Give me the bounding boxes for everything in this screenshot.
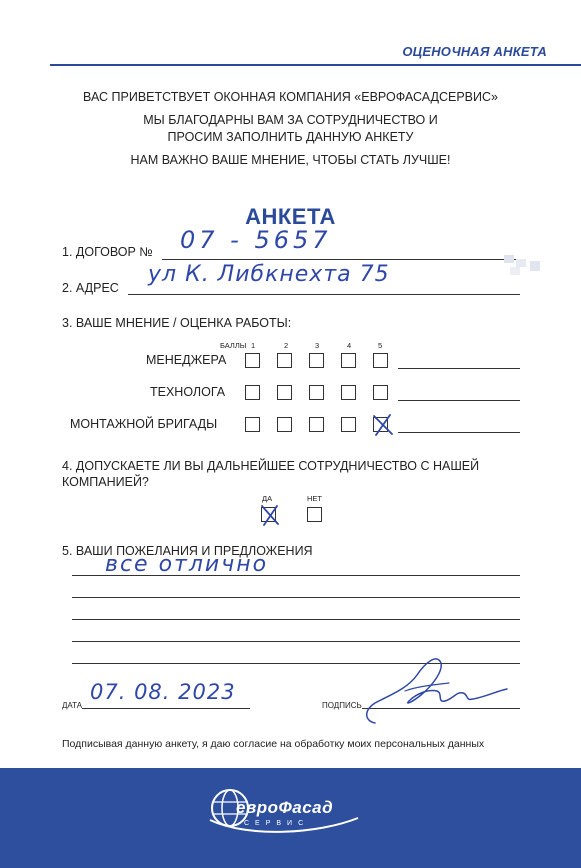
manager-score-4-checkbox[interactable] bbox=[341, 353, 356, 368]
footer-brand-name: евроФасад bbox=[236, 798, 334, 817]
suggestions-line-4 bbox=[72, 641, 520, 642]
score-4-label: 4 bbox=[347, 341, 352, 350]
score-2-label: 2 bbox=[284, 341, 289, 350]
intro-thanks: МЫ БЛАГОДАРНЫ ВАМ ЗА СОТРУДНИЧЕСТВО И bbox=[143, 113, 438, 127]
contract-label: 1. ДОГОВОР № bbox=[62, 245, 153, 259]
suggestions-line-5 bbox=[72, 663, 520, 664]
no-option-label: НЕТ bbox=[307, 494, 322, 503]
footer-brand-sub: СЕРВИС bbox=[244, 820, 310, 827]
consent-note: Подписывая данную анкету, я даю согласие на обработку моих персональных данных bbox=[62, 738, 485, 750]
manager-score-5-checkbox[interactable] bbox=[373, 353, 388, 368]
contract-number-field[interactable]: 07 - 5657 bbox=[180, 226, 332, 254]
suggestions-label: 5. ВАШИ ПОЖЕЛАНИЯ И ПРЕДЛОЖЕНИЯ bbox=[62, 544, 313, 558]
suggestions-line-3 bbox=[72, 619, 520, 620]
yes-checkbox[interactable] bbox=[261, 507, 276, 522]
manager-score-1-checkbox[interactable] bbox=[245, 353, 260, 368]
rating-row-technologist-label: ТЕХНОЛОГА bbox=[150, 385, 226, 399]
crew-score-3-checkbox[interactable] bbox=[309, 417, 324, 432]
intro-motto: НАМ ВАЖНО ВАШЕ МНЕНИЕ, ЧТОБЫ СТАТЬ ЛУЧШЕ! bbox=[130, 153, 451, 167]
cooperation-question-label-cont: КОМПАНИЕЙ? bbox=[62, 475, 149, 489]
score-1-label: 1 bbox=[251, 341, 256, 350]
intro-greeting: ВАС ПРИВЕТСТВУЕТ ОКОННАЯ КОМПАНИЯ «ЕВРОФАСАДСЕРВИС» bbox=[83, 90, 498, 104]
suggestions-field[interactable]: все отлично bbox=[105, 552, 269, 577]
address-line bbox=[128, 294, 520, 295]
signature-label: ПОДПИСЬ bbox=[322, 701, 362, 710]
form-title: АНКЕТА bbox=[245, 204, 336, 229]
no-checkbox[interactable] bbox=[307, 507, 322, 522]
rating-row-crew-label: МОНТАЖНОЙ БРИГАДЫ bbox=[70, 417, 218, 431]
score-5-label: 5 bbox=[378, 341, 383, 350]
crew-score-1-checkbox[interactable] bbox=[245, 417, 260, 432]
signature-line bbox=[362, 708, 520, 709]
date-label: ДАТА bbox=[62, 701, 83, 710]
technologist-score-2-checkbox[interactable] bbox=[277, 385, 292, 400]
rating-row-manager-label: МЕНЕДЖЕРА bbox=[146, 353, 227, 367]
signature-mark[interactable] bbox=[345, 645, 515, 730]
manager-score-3-checkbox[interactable] bbox=[309, 353, 324, 368]
technologist-score-3-checkbox[interactable] bbox=[309, 385, 324, 400]
contract-line bbox=[162, 259, 517, 260]
crew-score-2-checkbox[interactable] bbox=[277, 417, 292, 432]
suggestions-line-2 bbox=[72, 597, 520, 598]
date-field[interactable]: 07. 08. 2023 bbox=[90, 680, 236, 704]
technologist-comment-line bbox=[398, 400, 520, 401]
crew-comment-line bbox=[398, 432, 520, 433]
intro-request: ПРОСИМ ЗАПОЛНИТЬ ДАННУЮ АНКЕТУ bbox=[167, 130, 414, 144]
address-label: 2. АДРЕС bbox=[62, 281, 119, 295]
form-header-title: ОЦЕНОЧНАЯ АНКЕТА bbox=[402, 44, 547, 59]
manager-score-2-checkbox[interactable] bbox=[277, 353, 292, 368]
score-3-label: 3 bbox=[315, 341, 320, 350]
crew-score-5-checkbox[interactable] bbox=[373, 417, 388, 432]
header-rule bbox=[50, 64, 581, 66]
crew-score-4-checkbox[interactable] bbox=[341, 417, 356, 432]
technologist-score-1-checkbox[interactable] bbox=[245, 385, 260, 400]
cooperation-question-label: 4. ДОПУСКАЕТЕ ЛИ ВЫ ДАЛЬНЕЙШЕЕ СОТРУДНИЧЕСТВО С НАШЕЙ bbox=[62, 459, 480, 473]
technologist-score-4-checkbox[interactable] bbox=[341, 385, 356, 400]
rating-section-label: 3. ВАШЕ МНЕНИЕ / ОЦЕНКА РАБОТЫ: bbox=[62, 316, 292, 330]
yes-option-label: ДА bbox=[262, 494, 273, 503]
address-field[interactable]: ул К. Либкнехта 75 bbox=[148, 262, 390, 287]
manager-comment-line bbox=[398, 368, 520, 369]
date-line bbox=[82, 708, 250, 709]
redacted-blur bbox=[504, 255, 544, 277]
technologist-score-5-checkbox[interactable] bbox=[373, 385, 388, 400]
scale-label: БАЛЛЫ bbox=[220, 341, 247, 350]
